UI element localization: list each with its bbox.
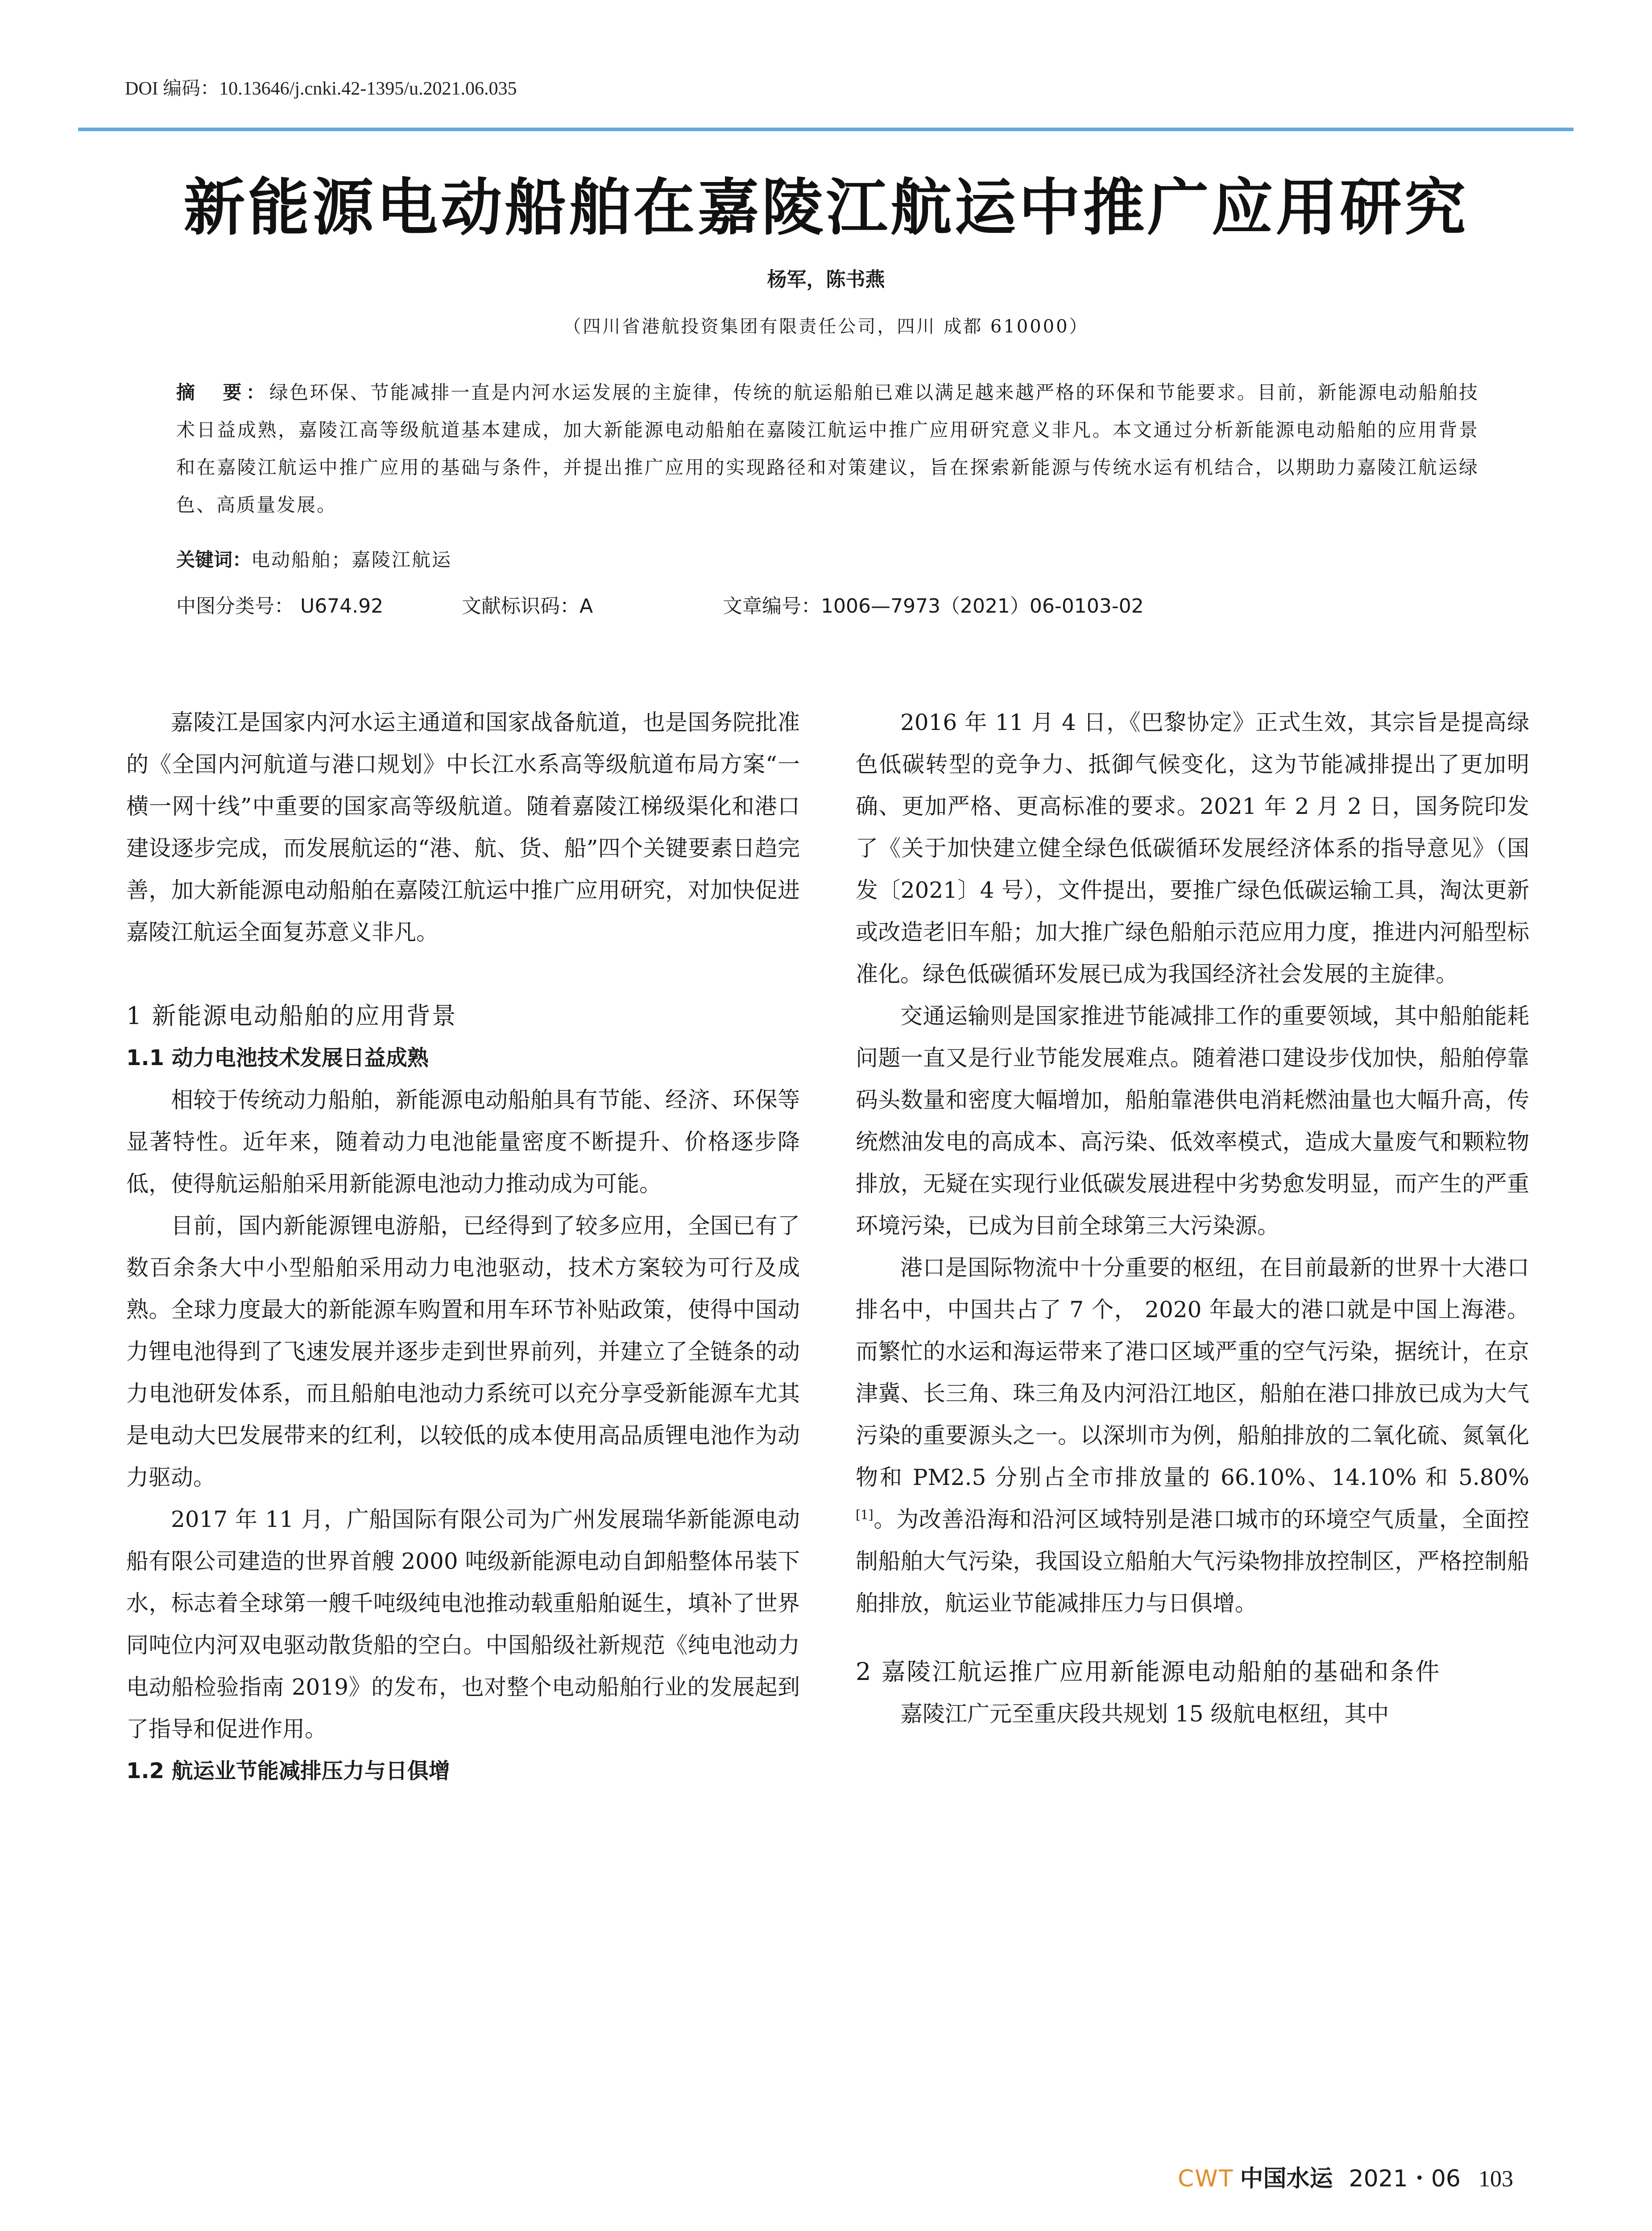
- doi-header: DOI 编码：10.13646/j.cnki.42-1395/u.2021.06.035: [125, 79, 517, 99]
- paragraph: 目前，国内新能源锂电游船，已经得到了较多应用，全国已有了数百余条大中小型船舶采用动力电池驱动，技术方案较为可行及成熟。全球力度最大的新能源车购置和用车环节补贴政策，使得中国动力锂电池得到了飞速发展并逐步走到世界前列，并建立了全链条的动力电池研发体系，而且船舶电池动力系统可以充分享受新能源车尤其是电动大巴发展带来的红利，以较低的成本使用高品质锂电池作为动力驱动。: [126, 1213, 800, 1490]
- article-authors: 杨军，陈书燕: [767, 268, 885, 291]
- citation-ref: [1]: [856, 1507, 874, 1522]
- intro-paragraph: 嘉陵江是国家内河水运主通道和国家战备航道，也是国务院批准的《全国内河航道与港口规划》中长江水系高等级航道布局方案“一横一网十线”中重要的国家高等级航道。随着嘉陵江梯级渠化和港口建设逐步完成，而发展航运的“港、航、货、船”四个关键要素日趋完善，加大新能源电动船舶在嘉陵江航运中推广应用研究，对加快促进嘉陵江航运全面复苏意义非凡。: [126, 709, 800, 945]
- keywords: [176, 545, 452, 572]
- paragraph: 2016 年 11 月 4 日，《巴黎协定》正式生效，其宗旨是提高绿色低碳转型的竞争力、抵御气候变化，这为节能减排提出了更加明确、更加严格、更高标准的要求。2021 年 2 月 2 日，国务院印发了《关于加快建立健全绿色低碳循环发展经济体系的指导意见》（国发〔2021〕4 号），文件提出，要推广绿色低碳运输工具，淘汰更新或改造老旧车船；加大推广绿色船舶示范应用力度，推进内河船型标准化。绿色低碳循环发展已成为我国经济社会发展的主旋律。: [856, 709, 1529, 987]
- paragraph-text: 港口是国际物流中十分重要的枢纽，在目前最新的世界十大港口排名中，中国共占了 7 个， 2020 年最大的港口就是中国上海港。而繁忙的水运和海运带来了港口区域严重的空气污染，据统计，在京津冀、长三角、珠三角及内河沿江地区，船舶在港口排放已成为大气污染的重要源头之一。以深圳市为例，船舶排放的二氧化硫、氮氧化物和 PM2.5 分别占全市排放量的 66.10%、14.10% 和 5.80%: [856, 1255, 1529, 1490]
- section-2-heading: 2 嘉陵江航运推广应用新能源电动船舶的基础和条件: [856, 1658, 1441, 1686]
- article-title: 新能源电动船舶在嘉陵江航运中推广应用研究: [183, 171, 1469, 244]
- abstract: [176, 374, 1479, 524]
- body-column-right: [856, 701, 1529, 1735]
- header-rule: [78, 128, 1573, 131]
- journal-logo: CWT: [1178, 2165, 1234, 2192]
- page-number: 103: [1478, 2166, 1514, 2192]
- section-1-2-heading: 1.2 航运业节能减排压力与日俱增: [126, 1758, 450, 1783]
- abstract-label: 摘 要：: [176, 382, 269, 403]
- section-1-heading: 1 新能源电动船舶的应用背景: [126, 1002, 457, 1030]
- abstract-text: 绿色环保、节能减排一直是内河水运发展的主旋律，传统的航运船舶已难以满足越来越严格的环保和节能要求。目前，新能源电动船舶技术日益成熟，嘉陵江高等级航道基本建成，加大新能源电动船舶在嘉陵江航运中推广应用研究意义非凡。本文通过分析新能源电动船舶的应用背景和在嘉陵江航运中推广应用的基础与条件，并提出推广应用的实现路径和对策建议，旨在探索新能源与传统水运有机结合，以期助力嘉陵江航运绿色、高质量发展。: [176, 382, 1479, 516]
- body-column-left: [126, 701, 800, 1792]
- section-1-1-heading: 1.1 动力电池技术发展日益成熟: [126, 1045, 429, 1070]
- keywords-label: 关键词：: [176, 549, 252, 571]
- journal-name: 中国水运: [1240, 2165, 1333, 2192]
- journal-issue: 2021・06: [1349, 2165, 1461, 2192]
- clc-number: 中图分类号： U674.92: [176, 595, 384, 618]
- paragraph: [856, 1247, 1529, 1624]
- paragraph-text: 。为改善沿海和沿河区域特别是港口城市的环境空气质量，全面控制船舶大气污染，我国设立船舶大气污染物排放控制区，严格控制船舶排放，航运业节能减排压力与日俱增。: [856, 1506, 1529, 1616]
- paragraph: 2017 年 11 月，广船国际有限公司为广州发展瑞华新能源电动船有限公司建造的世界首艘 2000 吨级新能源电动自卸船整体吊装下水，标志着全球第一艘千吨级纯电池推动载重船舶诞生，填补了世界同吨位内河双电驱动散货船的空白。中国船级社新规范《纯电池动力电动船检验指南 2019》的发布，也对整个电动船舶行业的发展起到了指导和促进作用。: [126, 1506, 800, 1742]
- paragraph: 交通运输则是国家推进节能减排工作的重要领域，其中船舶能耗问题一直又是行业节能发展难点。随着港口建设步伐加快，船舶停靠码头数量和密度大幅增加，船舶靠港供电消耗燃油量也大幅升高，传统燃油发电的高成本、高污染、低效率模式，造成大量废气和颗粒物排放，无疑在实现行业低碳发展进程中劣势愈发明显，而产生的严重环境污染，已成为目前全球第三大污染源。: [856, 1003, 1529, 1239]
- page-footer: [1178, 2160, 1513, 2193]
- document-code: 文献标识码：A: [462, 595, 593, 618]
- keywords-text: 电动船舶；嘉陵江航运: [251, 549, 452, 571]
- paragraph: 嘉陵江广元至重庆段共规划 15 级航电枢纽，其中: [900, 1701, 1389, 1727]
- article-number: 文章编号：1006—7973（2021）06-0103-02: [723, 595, 1144, 618]
- article-affiliation: （四川省港航投资集团有限责任公司，四川 成都 610000）: [563, 316, 1089, 337]
- paragraph: 相较于传统动力船舶，新能源电动船舶具有节能、经济、环保等显著特性。近年来，随着动力电池能量密度不断提升、价格逐步降低，使得航运船舶采用新能源电池动力推动成为可能。: [126, 1087, 800, 1197]
